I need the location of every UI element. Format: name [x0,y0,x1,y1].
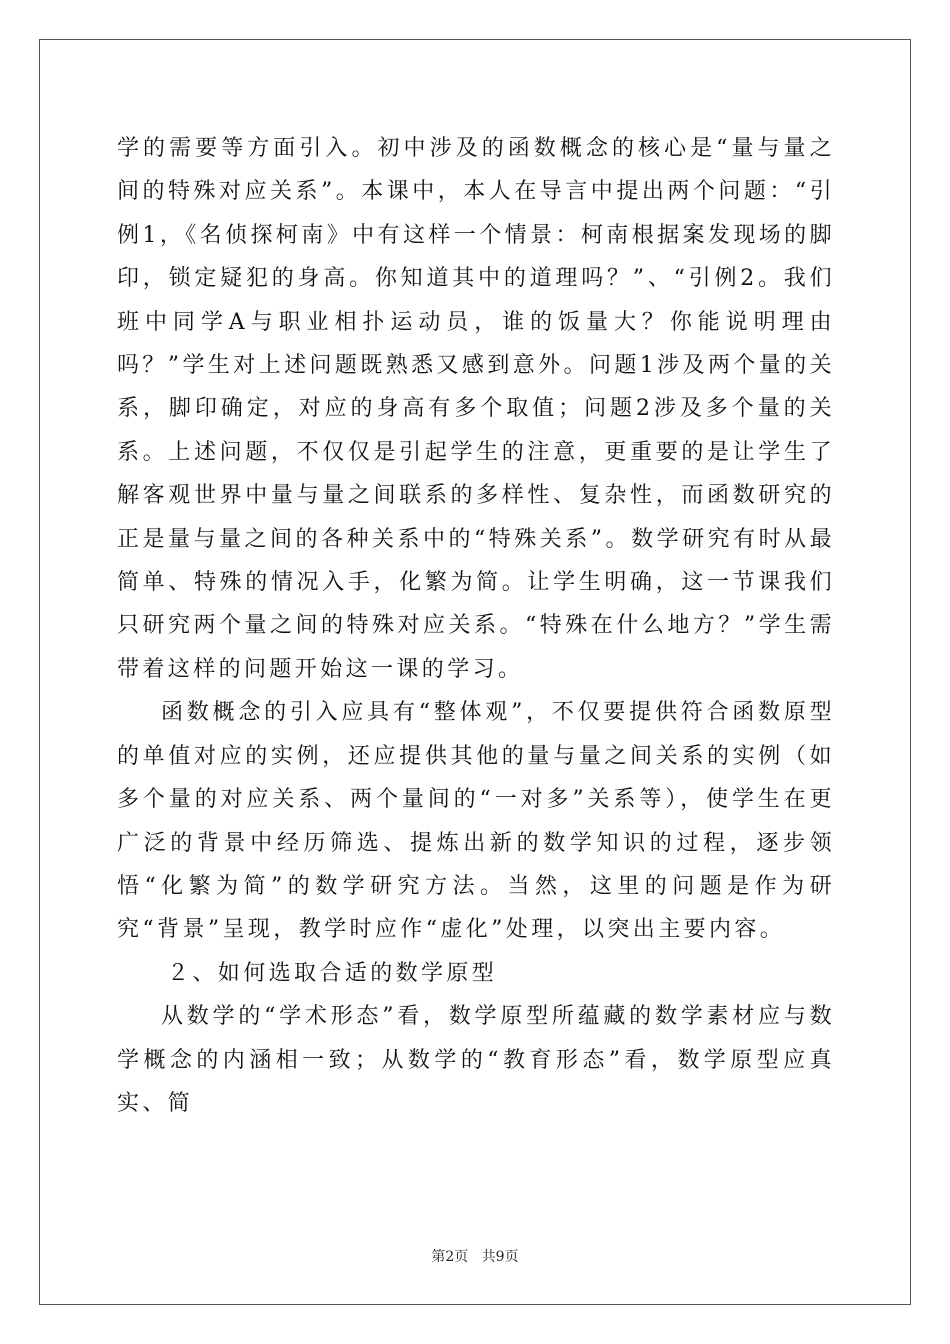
page-total: 共9页 [481,1249,519,1265]
page-number: 第2页 [431,1249,469,1265]
document-body [117,127,835,1125]
paragraph-intro-continuation: 学的需要等方面引入。初中涉及的函数概念的核心是“量与量之间的特殊对应关系”。本课中，本人在导言中提出两个问题：“引例1，《名侦探柯南》中有这样一个情景：柯南根据案发现场的脚印，锁定疑犯的身高。你知道其中的道理吗？”、“引例2。我们班中同学A与职业相扑运动员，谁的饭量大？你能说明理由吗？”学生对上述问题既熟悉又感到意外。问题1涉及两个量的关系，脚印确定，对应的身高有多个取值；问题2涉及多个量的关系。上述问题，不仅仅是引起学生的注意，更重要的是让学生了解客观世界中量与量之间联系的多样性、复杂性，而函数研究的正是量与量之间的各种关系中的“特殊关系”。数学研究有时从最简单、特殊的情况入手，化繁为简。让学生明确，这一节课我们只研究两个量之间的特殊对应关系。“特殊在什么地方？”学生需带着这样的问题开始这一课的学习。 [117,136,835,682]
paragraph-math-prototype: 从数学的“学术形态”看，数学原型所蕴藏的数学素材应与数学概念的内涵相一致；从数学的“教育形态”看，数学原型应真实、简 [117,1004,835,1116]
page-footer [0,1246,950,1266]
section-heading: ２、如何选取合适的数学原型 [167,960,498,986]
paragraph-function-concept: 函数概念的引入应具有“整体观”，不仅要提供符合函数原型的单值对应的实例，还应提供其他的量与量之间关系的实例（如多个量的对应关系、两个量间的“一对多”关系等），使学生在更广泛的背景中经历筛选、提炼出新的数学知识的过程，逐步领悟“化繁为简”的数学研究方法。当然，这里的问题是作为研究“背景”呈现，教学时应作“虚化”处理，以突出主要内容。 [117,700,835,943]
footer-spacer [468,1249,481,1265]
